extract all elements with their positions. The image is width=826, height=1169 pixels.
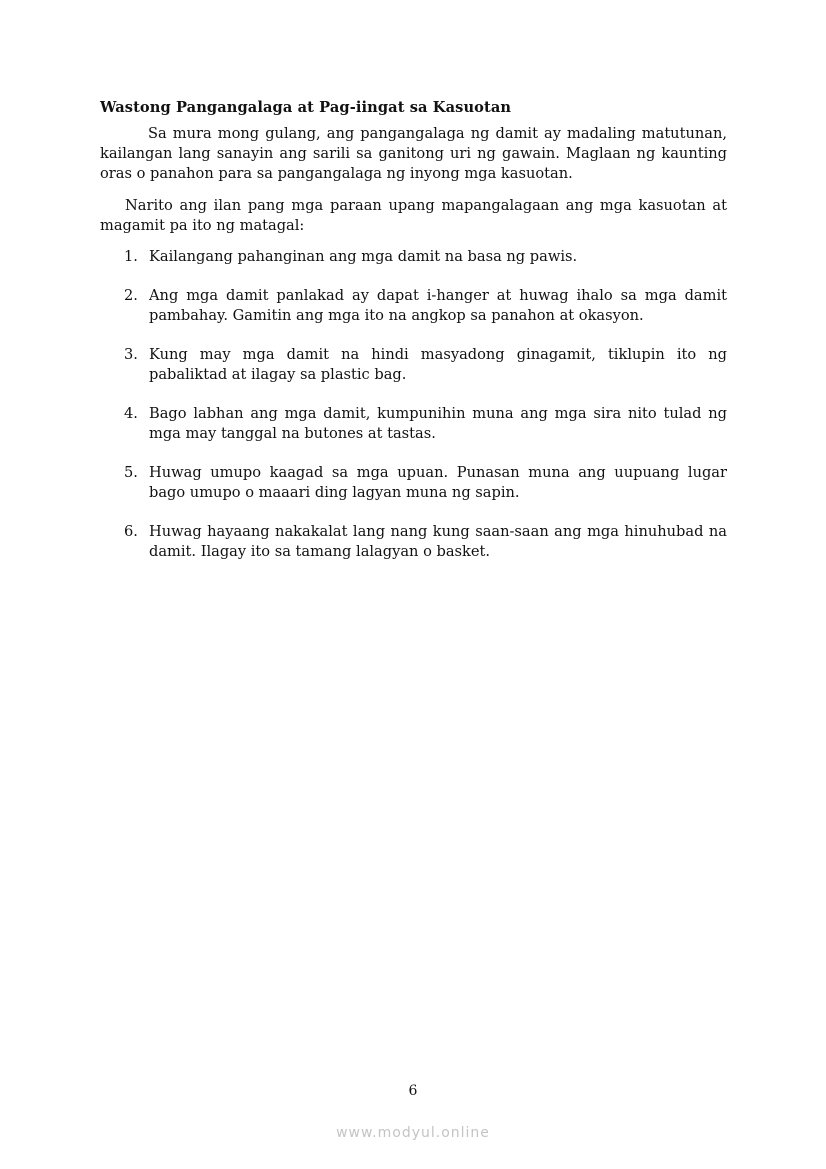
list-item-text: Bago labhan ang mga damit, kumpunihin muna ang mga sira nito tulad ng mga may tanggal na butones at tastas. xyxy=(149,405,727,442)
list-item-text: Kailangang pahanginan ang mga damit na basa ng pawis. xyxy=(149,248,578,265)
watermark: www.modyul.online xyxy=(336,1125,490,1141)
list-item-text: Kung may mga damit na hindi masyadong ginagamit, tiklupin ito ng pabaliktad at ilagay sa plastic bag. xyxy=(149,346,727,383)
list-item-number: 5. xyxy=(124,464,138,481)
list-item-text: Huwag umupo kaagad sa mga upuan. Punasan muna ang uupuang lugar bago umupo o maaari ding lagyan muna ng sapin. xyxy=(149,464,727,501)
list-item xyxy=(100,345,727,385)
list-item xyxy=(100,463,727,503)
list-item-number: 6. xyxy=(124,523,138,540)
list-item-number: 2. xyxy=(124,287,138,304)
list-item-text: Ang mga damit panlakad ay dapat i-hanger at huwag ihalo sa mga damit pambahay. Gamitin ang mga ito na angkop sa panahon at okasyon. xyxy=(149,287,727,324)
document-body xyxy=(100,98,727,581)
intro-paragraph: Sa mura mong gulang, ang pangangalaga ng damit ay madaling matutunan, kailangan lang sanayin ang sarili sa ganitong uri ng gawain. Maglaan ng kaunting oras o panahon para sa pangangalaga ng inyong mga kasuotan. xyxy=(100,125,727,182)
section-title: Wastong Pangangalaga at Pag-iingat sa Kasuotan xyxy=(100,99,512,116)
list-item-number: 4. xyxy=(124,405,138,422)
list-item xyxy=(100,247,727,267)
list-item-number: 3. xyxy=(124,346,138,363)
list-item-number: 1. xyxy=(124,248,138,265)
list-item-text: Huwag hayaang nakakalat lang nang kung saan-saan ang mga hinuhubad na damit. Ilagay ito sa tamang lalagyan o basket. xyxy=(149,523,727,560)
page-number: 6 xyxy=(408,1083,418,1099)
list-item xyxy=(100,522,727,562)
list-item xyxy=(100,286,727,326)
list-item xyxy=(100,404,727,444)
lead-in-paragraph: Narito ang ilan pang mga paraan upang mapangalagaan ang mga kasuotan at magamit pa ito ng matagal: xyxy=(100,197,727,234)
care-tips-list xyxy=(100,247,727,562)
